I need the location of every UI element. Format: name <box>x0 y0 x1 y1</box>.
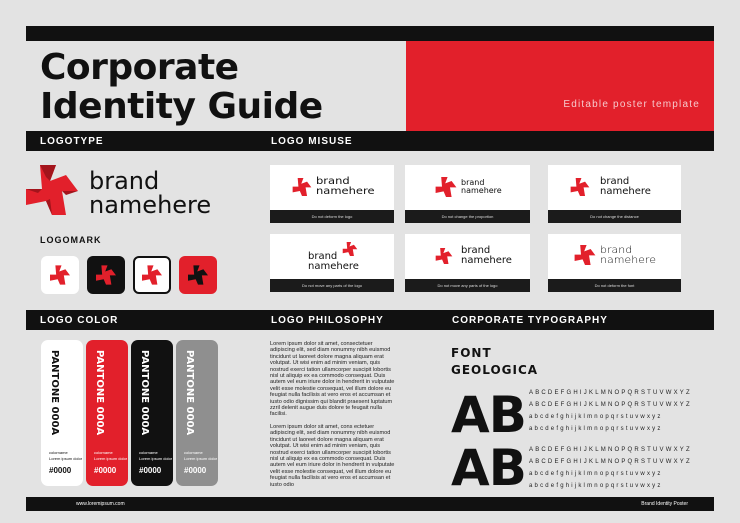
brand-line-1: brand <box>461 245 491 256</box>
brand-mark-icon <box>570 178 590 196</box>
brand-line-2: namehere <box>316 186 375 197</box>
misuse-wordmark <box>600 177 651 197</box>
section-bar-row2 <box>26 310 714 330</box>
misuse-card-6 <box>548 234 681 292</box>
logomark-tile-black <box>87 256 125 294</box>
brand-line-2: namehere <box>600 186 651 197</box>
section-logotype: LOGOTYPE <box>40 135 104 147</box>
misuse-card-3 <box>548 165 681 223</box>
brand-line-2: namehere <box>308 261 359 272</box>
misuse-caption-2: Do not change the proportion <box>405 210 530 223</box>
brand-line-2: namehere <box>600 254 656 266</box>
swatch-colorname: colorname <box>49 450 68 455</box>
brand-mark-icon <box>142 265 162 285</box>
swatch-red <box>86 340 128 486</box>
font-sample-2: AB <box>451 439 526 497</box>
section-logomark: LOGOMARK <box>40 235 102 245</box>
brand-mark-icon <box>342 242 358 256</box>
misuse-card-4 <box>270 234 394 292</box>
swatch-white <box>41 340 83 486</box>
subtitle: Editable poster template <box>563 99 700 110</box>
brand-line-1: brand <box>89 167 160 195</box>
logomark-tile-outlined <box>133 256 171 294</box>
misuse-card-5 <box>405 234 530 292</box>
section-logo-color: LOGO COLOR <box>40 314 119 326</box>
font-heading <box>451 345 538 379</box>
section-logo-misuse: LOGO MISUSE <box>271 135 353 147</box>
brand-line-2: namehere <box>89 191 212 219</box>
color-swatches <box>41 340 218 486</box>
swatch-colorname: colorname <box>94 450 113 455</box>
alphabet-upper-1b: ABCDEFGHIJKLMNOPQRSTUVWXYZ <box>529 402 692 408</box>
alphabet-lower-1b: abcdefghijklmnopqrstuvwxyz <box>529 426 663 432</box>
philosophy-paragraph-2: Lorem ipsum dolor sit amet, cons ectetuer adipiscing elit, sed diam nonummy nibh euismod tincidunt ut laoreet dolore magna aliquam erat volutpat. Ut wisi enim ad minim veniam, quis nostrud exerci tation ullamcorper suscipit lobortis nisl ut aliquip ex ea commodo consequat. Duis autem vel eum iriure dolor in hendrerit in vulputate velit esse molestie consequat, vel illum dolore eu feugiat nulla facilisis at vero eros et accumsan et iusto odio <box>270 424 395 488</box>
brand-mark-icon <box>96 265 116 285</box>
brand-line-1: brand <box>308 251 338 262</box>
logotype-mark <box>26 165 78 215</box>
swatch-pantone: PANTONE 000A <box>94 350 105 436</box>
brand-mark-icon <box>292 178 312 196</box>
misuse-caption-3: Do not change the distance <box>548 210 681 223</box>
alphabet-lower-1: abcdefghijklmnopqrstuvwxyz <box>529 414 663 420</box>
swatch-colorname: colorname <box>139 450 158 455</box>
section-logo-philosophy: LOGO PHILOSOPHY <box>271 314 384 326</box>
misuse-card-2 <box>405 165 530 223</box>
brand-mark-icon <box>50 265 70 285</box>
swatch-black <box>131 340 173 486</box>
font-sample-1: AB <box>451 386 526 444</box>
misuse-wordmark <box>600 245 656 265</box>
brand-line-1: brand <box>461 178 485 187</box>
title-line-1: Corporate <box>40 47 239 88</box>
brand-line-1: brand <box>600 244 633 256</box>
misuse-wordmark <box>461 179 502 195</box>
swatch-note: Lorem ipsum dolor <box>49 456 83 461</box>
swatch-code: #0000 <box>184 466 207 475</box>
footer-website[interactable]: www.loremipsum.com <box>76 501 125 507</box>
swatch-code: #0000 <box>139 466 162 475</box>
font-name: GEOLOGICA <box>451 363 539 377</box>
swatch-note: Lorem ipsum dolor <box>94 456 128 461</box>
logomark-tile-white <box>41 256 79 294</box>
misuse-caption-4: Do not move any parts of the logo <box>270 279 394 292</box>
brand-line-2: namehere <box>461 186 502 195</box>
swatch-colorname: colorname <box>184 450 203 455</box>
alphabet-lower-2: abcdefghijklmnopqrstuvwxyz <box>529 471 663 477</box>
swatch-note: Lorem ipsum dolor <box>184 456 218 461</box>
swatch-code: #0000 <box>49 466 72 475</box>
swatch-gray <box>176 340 218 486</box>
footer-label: Brand Identity Poster <box>641 501 688 507</box>
footer-bar <box>26 497 714 511</box>
title-line-2: Identity Guide <box>40 86 323 127</box>
brand-mark-icon <box>435 248 453 264</box>
misuse-caption-5: Do not move any parts of the logo <box>405 279 530 292</box>
misuse-wordmark <box>461 246 512 266</box>
swatch-code: #0000 <box>94 466 117 475</box>
brand-line-1: brand <box>600 176 630 187</box>
font-label: FONT <box>451 346 492 360</box>
logotype-wordmark <box>89 169 211 217</box>
misuse-card-1 <box>270 165 394 223</box>
alphabet-upper-1: ABCDEFGHIJKLMNOPQRSTUVWXYZ <box>529 390 692 396</box>
top-band <box>26 26 714 41</box>
misuse-caption-1: Do not deform the logo <box>270 210 394 223</box>
section-bar-row1 <box>26 131 714 151</box>
misuse-wordmark <box>308 243 359 272</box>
alphabet-lower-2b: abcdefghijklmnopqrstuvwxyz <box>529 483 663 489</box>
logomark-tile-red <box>179 256 217 294</box>
brand-mark-icon <box>574 245 596 265</box>
swatch-note: Lorem ipsum dolor <box>139 456 173 461</box>
brand-line-2: namehere <box>461 255 512 266</box>
brand-mark-icon <box>435 177 457 197</box>
brand-line-1: brand <box>316 176 350 187</box>
misuse-caption-6: Do not deform the font <box>548 279 681 292</box>
brand-mark-icon <box>26 165 78 215</box>
brand-mark-icon <box>188 265 208 285</box>
swatch-pantone: PANTONE 000A <box>49 350 60 436</box>
swatch-pantone: PANTONE 000A <box>184 350 195 436</box>
alphabet-upper-2b: ABCDEFGHIJKLMNOPQRSTUVWXYZ <box>529 459 692 465</box>
header-red-block <box>406 41 714 131</box>
swatch-pantone: PANTONE 000A <box>139 350 150 436</box>
page-title <box>40 48 323 126</box>
misuse-wordmark <box>316 177 375 197</box>
section-corporate-typography: CORPORATE TYPOGRAPHY <box>452 314 608 326</box>
philosophy-paragraph-1: Lorem ipsum dolor sit amet, consectetuer adipiscing elit, sed diam nonummy nibh euismod tincidunt ut laoreet dolore magna aliquam erat volutpat. Ut wisi enim ad minim veniam, quis nostrud exerci tation ullamcorper suscipit lobortis nisl ut aliquip ex ea commodo consequat. Duis autem vel eum iriure dolor in hendrerit in vulputate velit esse molestie consequat, vel illum dolore eu feugiat nulla facilisis at vero eros et accumsan et iusto odio dignissim qui blandit praesent luptatum zzril delenit augue duis dolore te feugait nulla facilisi. <box>270 341 395 418</box>
logomark-tiles <box>41 256 217 294</box>
alphabet-upper-2: ABCDEFGHIJKLMNOPQRSTUVWXYZ <box>529 447 692 453</box>
